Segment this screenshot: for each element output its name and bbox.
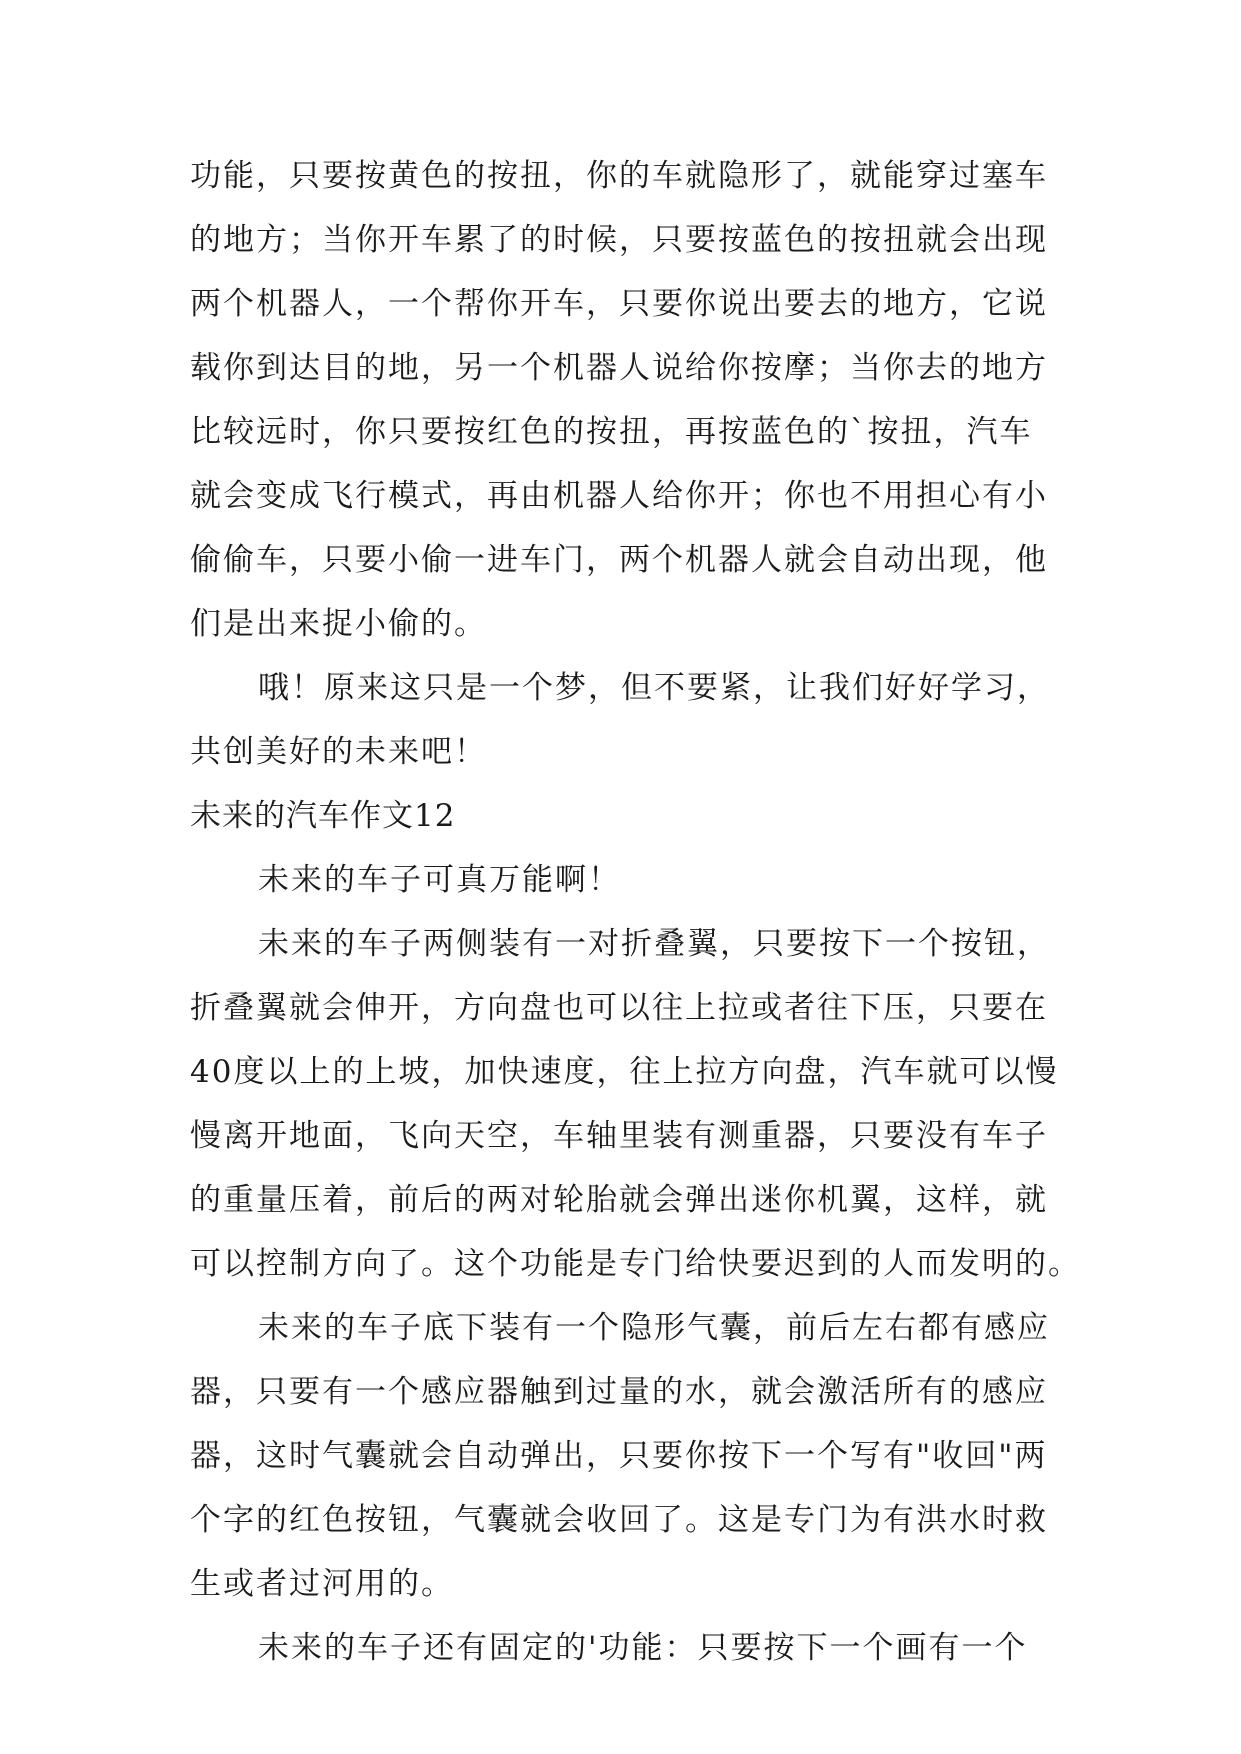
text-line: 40度以上的上坡，加快速度，往上拉方向盘，汽车就可以慢 — [190, 1054, 1059, 1090]
text-line: 就会变成飞行模式，再由机器人给你开；你也不用担心有小 — [190, 478, 1048, 514]
paragraph-first-line: 未来的车子可真万能啊！ — [258, 862, 621, 898]
text-line: 个字的红色按钮，气囊就会收回了。这是专门为有洪水时救 — [190, 1502, 1048, 1538]
paragraph-first-line: 未来的车子还有固定的'功能：只要按下一个画有一个 — [258, 1630, 1028, 1666]
text-line: 器，只要有一个感应器触到过量的水，就会激活所有的感应 — [190, 1374, 1048, 1410]
text-line: 生或者过河用的。 — [190, 1566, 454, 1602]
text-line: 折叠翼就会伸开，方向盘也可以往上拉或者往下压，只要在 — [190, 990, 1048, 1026]
paragraph-first-line: 未来的车子底下装有一个隐形气囊，前后左右都有感应 — [258, 1310, 1050, 1346]
text-line: 的地方；当你开车累了的时候，只要按蓝色的按扭就会出现 — [190, 222, 1048, 258]
text-line: 共创美好的未来吧！ — [190, 734, 487, 770]
text-line: 可以控制方向了。这个功能是专门给快要迟到的人而发明的。 — [190, 1246, 1081, 1282]
section-heading: 未来的汽车作文12 — [190, 798, 456, 834]
text-line: 慢离开地面，飞向天空，车轴里装有测重器，只要没有车子 — [190, 1118, 1048, 1154]
text-line: 两个机器人，一个帮你开车，只要你说出要去的地方，它说 — [190, 286, 1048, 322]
paragraph-first-line: 未来的车子两侧装有一对折叠翼，只要按下一个按钮， — [258, 926, 1050, 962]
document-body — [190, 156, 1081, 1692]
text-line: 比较远时，你只要按红色的按扭，再按蓝色的`按扭，汽车 — [190, 414, 1033, 450]
text-line: 载你到达目的地，另一个机器人说给你按摩；当你去的地方 — [190, 350, 1048, 386]
text-line: 偷偷车，只要小偷一进车门，两个机器人就会自动出现，他 — [190, 542, 1048, 578]
text-line: 功能，只要按黄色的按扭，你的车就隐形了，就能穿过塞车 — [190, 158, 1048, 194]
text-line: 器，这时气囊就会自动弹出，只要你按下一个写有"收回"两 — [190, 1438, 1048, 1474]
text-line: 们是出来捉小偷的。 — [190, 606, 487, 642]
paragraph-first-line: 哦！原来这只是一个梦，但不要紧，让我们好好学习， — [258, 670, 1050, 706]
text-line: 的重量压着，前后的两对轮胎就会弹出迷你机翼，这样，就 — [190, 1182, 1048, 1218]
